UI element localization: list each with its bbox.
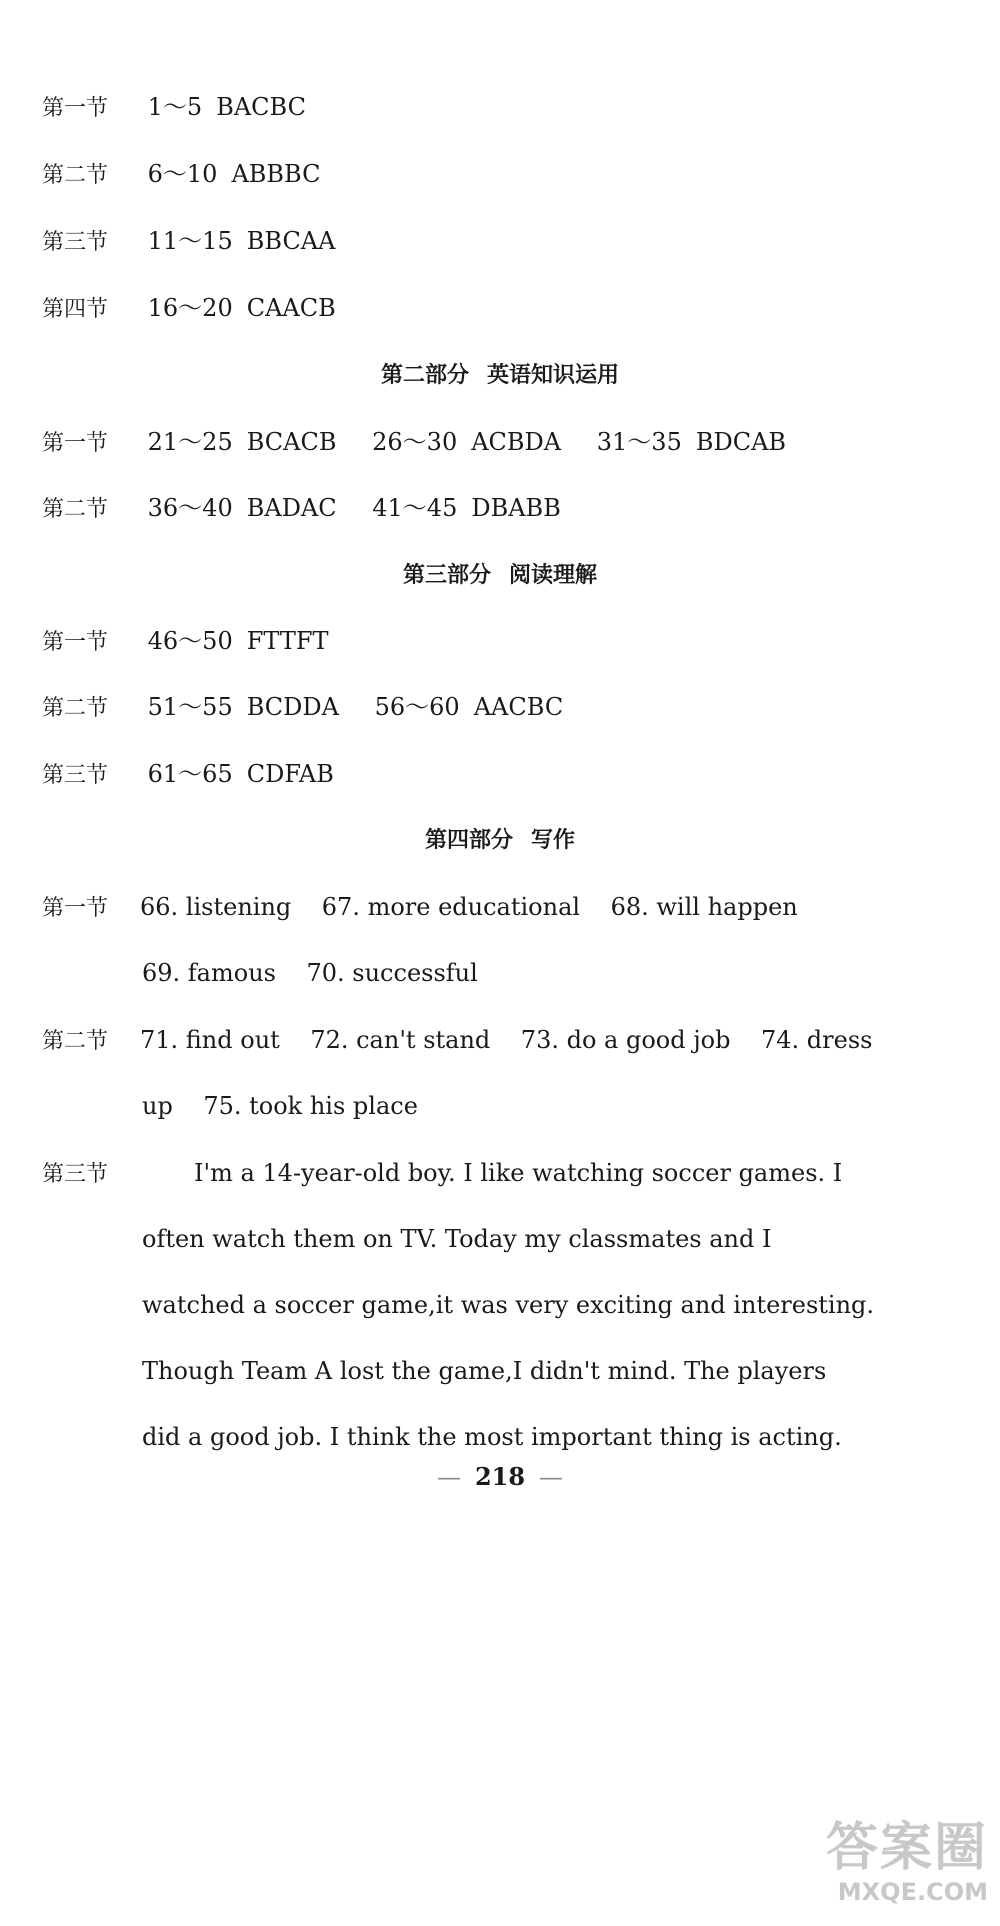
answer-group — [148, 226, 336, 256]
section-label: 第一节 — [42, 896, 109, 921]
section-label: 第二节 — [42, 696, 109, 721]
question-range: 36～40 — [147, 494, 233, 522]
answer-line: up 75. took his place — [142, 1092, 418, 1120]
question-range: 21～25 — [147, 428, 233, 456]
answer-keys: AACBC — [473, 693, 564, 721]
section-label: 第三节 — [42, 1162, 109, 1187]
answer-row — [42, 626, 357, 658]
answer-keys: BCDDA — [246, 693, 339, 721]
essay-line — [142, 1290, 874, 1320]
section-label: 第一节 — [42, 96, 109, 121]
essay-text: did a good job. I think the most important thing is acting. — [142, 1423, 842, 1451]
answer-group — [148, 92, 306, 122]
question-range: 31～35 — [596, 428, 682, 456]
answer-keys: BADAC — [246, 494, 337, 522]
essay-line — [142, 1422, 842, 1452]
section-heading — [0, 826, 1000, 856]
answer-keys: BDCAB — [695, 428, 787, 456]
section-label: 第一节 — [42, 630, 109, 655]
section-label: 第三节 — [42, 763, 109, 788]
question-range: 16～20 — [147, 294, 233, 322]
answer-group — [375, 692, 564, 722]
watermark-logo — [798, 1818, 988, 1918]
answer-group — [148, 159, 321, 189]
answer-keys: CAACB — [246, 294, 336, 322]
question-range: 1～5 — [147, 93, 203, 121]
answer-line: 71. find out 72. can't stand 73. do a good job 74. dress — [140, 1026, 873, 1054]
answer-row — [42, 692, 591, 724]
section-label: 第一节 — [42, 431, 109, 456]
question-range: 11～15 — [147, 227, 233, 255]
answer-keys: BACBC — [216, 93, 306, 121]
answer-group — [372, 493, 561, 523]
answer-line: 66. listening 67. more educational 68. will happen — [140, 893, 798, 921]
heading-title: 阅读理解 — [509, 563, 598, 588]
section-label: 第二节 — [42, 497, 109, 522]
answer-keys: BBCAA — [246, 227, 336, 255]
answer-keys: FTTFT — [246, 627, 329, 655]
answer-keys: CDFAB — [246, 760, 334, 788]
answer-row — [42, 293, 364, 325]
watermark-en: MXQE.COM — [837, 1878, 988, 1906]
essay-line — [142, 1356, 826, 1386]
section-label: 第三节 — [42, 230, 109, 255]
section-heading — [0, 561, 1000, 591]
answer-row — [42, 493, 589, 525]
page-number-value: 218 — [474, 1462, 526, 1491]
essay-line — [42, 1158, 842, 1190]
section-label: 第二节 — [42, 163, 109, 188]
answer-row — [42, 1025, 872, 1057]
essay-text: watched a soccer game,it was very exciting and interesting. — [142, 1291, 875, 1319]
section-label: 第二节 — [42, 1029, 109, 1054]
essay-text: often watch them on TV. Today my classmates and I — [142, 1225, 772, 1253]
question-range: 51～55 — [147, 693, 233, 721]
heading-part: 第二部分 — [380, 363, 469, 388]
answer-line-continued — [142, 958, 478, 988]
answer-line-continued — [142, 1091, 418, 1121]
essay-line — [142, 1224, 771, 1254]
section-heading — [0, 361, 1000, 391]
answer-row — [42, 759, 362, 791]
answer-group — [148, 626, 329, 656]
answer-row — [42, 226, 363, 258]
section-label: 第四节 — [42, 297, 109, 322]
question-range: 26～30 — [372, 428, 458, 456]
heading-title: 写作 — [531, 828, 576, 853]
answer-keys: ABBBC — [231, 160, 321, 188]
page-dash-left: — — [436, 1463, 461, 1491]
question-range: 6～10 — [147, 160, 218, 188]
watermark-cn: 答案圈 — [825, 1818, 988, 1878]
question-range: 56～60 — [374, 693, 460, 721]
heading-title: 英语知识运用 — [487, 363, 620, 388]
heading-part: 第四部分 — [424, 828, 513, 853]
answer-group — [148, 759, 334, 789]
question-range: 46～50 — [147, 627, 233, 655]
answer-group — [148, 427, 337, 457]
answer-group — [372, 427, 561, 457]
answer-group — [148, 293, 336, 323]
answer-row — [42, 427, 814, 459]
page-dash-right: — — [539, 1463, 564, 1491]
heading-part: 第三部分 — [402, 563, 491, 588]
answer-line: 69. famous 70. successful — [142, 959, 478, 987]
answer-keys: BCACB — [246, 428, 337, 456]
question-range: 41～45 — [372, 494, 458, 522]
question-range: 61～65 — [147, 760, 233, 788]
answer-group — [597, 427, 786, 457]
answer-keys: DBABB — [471, 494, 561, 522]
answer-group — [148, 493, 337, 523]
essay-text: I'm a 14-year-old boy. I like watching soccer games. I — [194, 1159, 843, 1187]
answer-row — [42, 892, 798, 924]
answer-row — [42, 159, 349, 191]
essay-text: Though Team A lost the game,I didn't mind. The players — [142, 1357, 827, 1385]
answer-row — [42, 92, 334, 124]
answer-keys: ACBDA — [471, 428, 562, 456]
answer-group — [148, 692, 339, 722]
page-number — [0, 1462, 1000, 1491]
